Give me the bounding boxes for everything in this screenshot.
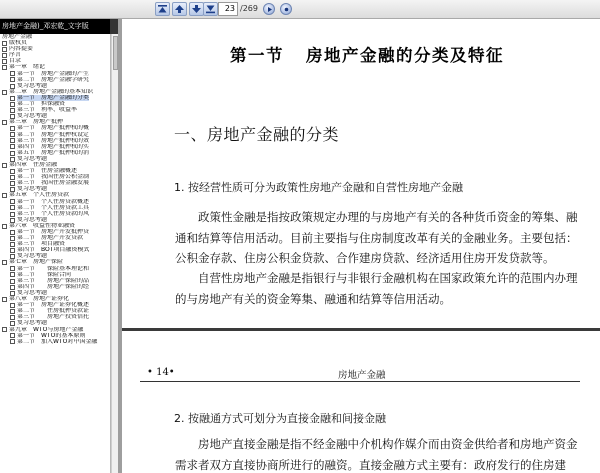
toc-item-label: 第一节 房地产开发抵押贷	[17, 229, 90, 235]
bookmark-page-icon	[10, 102, 15, 107]
bookmark-page-icon	[10, 181, 15, 186]
arrow-up-icon	[174, 4, 185, 14]
bookmark-page-icon	[10, 175, 15, 180]
toc-item-label: 第三节 项目融资	[17, 241, 66, 248]
toc-item-label: 第三节 房地产投资信托	[17, 314, 90, 321]
bookmark-tree	[0, 34, 111, 473]
toc-item-label: 第七章 房地产保险	[9, 259, 64, 266]
toc-item-label: 第一节 房地产证券化概述	[17, 302, 90, 309]
toc-item-label: 第六章 收益性物业融资	[9, 222, 76, 229]
toc-item-label: 第三节 利率、收益率	[17, 107, 78, 114]
bookmark-page-icon	[10, 84, 15, 89]
toc-item[interactable]	[0, 339, 110, 345]
bookmark-page-icon	[10, 309, 15, 314]
play-icon	[266, 6, 273, 13]
paragraph: 自营性房地产金融是指银行与非银行金融机构在国家政策允许的范围内办理的与房地产有关的资金筹集、融通和结算等信用活动。	[175, 271, 578, 306]
last-page-icon	[205, 4, 216, 14]
bookmark-page-icon	[10, 114, 15, 119]
bookmark-page-icon	[10, 151, 15, 156]
toc-item-label: 第五章 个人住房贷款	[9, 192, 70, 199]
bookmark-page-icon	[10, 157, 15, 162]
bookmark-page-icon	[10, 205, 15, 210]
page-total-label: /269	[240, 4, 258, 13]
toc-item-label: 第四节 BOT项目融资模式	[17, 247, 90, 254]
toc-item-label: 第一节 WTO的基本原则	[17, 332, 86, 339]
bookmark-page-icon	[10, 291, 15, 296]
section-number: 第一节	[230, 46, 284, 65]
toc-item-label: 复习思考题	[17, 186, 48, 193]
heading-level-1: 一、房地产金融的分类	[174, 125, 340, 144]
bookmark-page-icon	[10, 77, 15, 82]
toc-item-label: 复习思考题	[17, 113, 48, 120]
first-page-button[interactable]	[155, 2, 170, 16]
toc-item-label: 第三章 房地产抵押	[9, 119, 64, 126]
toc-item-label: 第三节 房地产保险的品	[17, 277, 90, 284]
toc-item-label: 第二节 房地产开发贷款	[17, 235, 84, 242]
toc-item-label: 序言	[9, 52, 22, 59]
bookmark-page-icon	[2, 260, 7, 265]
toc-item-label: 复习思考题	[17, 320, 48, 327]
toc-item-label: 第四章 住房金融	[9, 161, 58, 168]
toc-item-label: 第一节 房地产金融的分类	[17, 94, 90, 101]
bookmark-page-icon	[10, 242, 15, 247]
toc-item-label: 第一节 房地产金融的产生	[17, 70, 90, 77]
bookmark-page-icon	[2, 193, 7, 198]
bookmark-page-icon	[10, 212, 15, 217]
toc-item-label: 第二节 担保融资	[17, 101, 66, 108]
bookmark-page-icon	[10, 126, 15, 131]
toc-item-label: 第二节 房地产抵押权设定	[17, 131, 90, 138]
paragraph: 房地产直接金融是指不经金融中介机构作媒介而由资金供给者和房地产资金需求者双方直接协商所进行的融资。直接金融方式主要有：政府发行的住房建	[175, 437, 578, 472]
bookmark-page-icon	[2, 47, 7, 52]
page-number-input[interactable]: 23	[218, 2, 238, 16]
bookmark-page-icon	[2, 163, 7, 168]
heading-level-2: 2. 按融通方式可划分为直接金融和间接金融	[174, 412, 386, 425]
heading-level-2: 1. 按经营性质可分为政策性房地产金融和自营性房地产金融	[174, 181, 463, 194]
toc-item-label: 目录	[9, 58, 22, 65]
toc-item-label: 内容提要	[9, 46, 34, 53]
bookmark-page-icon	[10, 321, 15, 326]
bookmark-page-icon	[10, 266, 15, 271]
bookmark-page-icon	[10, 218, 15, 223]
bookmark-page-icon	[10, 333, 15, 338]
toc-item-label: 第二节 加入WTO对中国金融	[17, 338, 98, 345]
toc-item-label: 房地产金融	[2, 34, 33, 40]
toc-item-label: 第二节 房地产金融学研究	[17, 76, 90, 83]
bookmark-page-icon	[2, 41, 7, 46]
last-page-button[interactable]	[203, 2, 218, 16]
zoom-button[interactable]	[280, 3, 292, 15]
header-rule	[140, 381, 580, 382]
toc-item-label: 第三节 个人住房贷款的风	[17, 210, 90, 217]
bookmark-page-icon	[10, 248, 15, 253]
toc-item-label: 第一节 保险基本理论和	[17, 265, 90, 272]
bookmark-page-icon	[2, 297, 7, 302]
previous-page-button[interactable]	[172, 2, 187, 16]
dot-icon	[283, 6, 290, 13]
bookmark-page-icon	[2, 59, 7, 64]
bookmark-page-icon	[10, 285, 15, 290]
toc-item-label: 复习思考题	[17, 155, 48, 162]
toc-item-label: 第四节 房地产抵押权的实	[17, 143, 90, 150]
toc-item-label: 第九章 WTO与房地产金融	[9, 326, 84, 333]
bookmark-page-icon	[10, 138, 15, 143]
toc-item-label: 第八章 房地产证券化	[9, 296, 70, 303]
running-head: 房地产金融	[338, 370, 386, 381]
bookmark-page-icon	[2, 327, 7, 332]
bookmark-page-icon	[2, 224, 7, 229]
bookmark-page-icon	[10, 279, 15, 284]
bookmark-page-icon	[10, 108, 15, 113]
bookmark-page-icon	[10, 169, 15, 174]
panel-close-icon[interactable]	[110, 19, 118, 34]
toc-item-label: 第一节 个人住房贷款概述	[17, 198, 90, 205]
bookmark-page-icon	[2, 65, 7, 70]
toc-item-label: 复习思考题	[17, 253, 48, 260]
bookmark-page-icon	[10, 132, 15, 137]
bookmark-page-icon	[2, 53, 7, 58]
viewer-toolbar	[0, 0, 600, 19]
first-page-icon	[157, 4, 168, 14]
bookmark-page-icon	[2, 120, 7, 125]
bookmark-page-icon	[10, 272, 15, 277]
bookmark-panel-tab[interactable]	[0, 19, 118, 34]
toc-item-label: 第一节 住房金融概述	[17, 168, 78, 175]
bookmark-page-icon	[10, 144, 15, 149]
bookmark-page-icon	[10, 96, 15, 101]
bookmark-page-icon	[10, 230, 15, 235]
bookmark-page-icon	[10, 71, 15, 76]
toc-item-label: 第二节 保险合同	[17, 271, 72, 278]
bookmark-page-icon	[10, 315, 15, 320]
bookmark-page-icon	[10, 303, 15, 308]
toc-item-label: 第二节 住房抵押贷款证	[17, 308, 90, 315]
next-page-button[interactable]	[189, 2, 204, 16]
page-break	[122, 328, 600, 331]
toc-item-label: 第五节 房地产抵押权的消	[17, 149, 90, 156]
toc-item-label: 第三节 我国住房金融发展	[17, 180, 90, 187]
toc-item-label: 第一章 绪论	[9, 64, 46, 71]
bookmark-page-icon	[10, 236, 15, 241]
bookmark-page-icon	[10, 187, 15, 192]
toc-item-label: 第二节 我国住房公积金制	[17, 174, 90, 181]
document-page	[122, 19, 600, 473]
toc-item-label: 复习思考题	[17, 82, 48, 89]
bookmark-page-icon	[2, 90, 7, 95]
toc-item-label: 第四节 房地产保险的经	[17, 283, 90, 290]
bookmark-panel-title: 房地产金融)_邓宏乾_文字版	[2, 22, 89, 30]
toc-item-label: 版权页	[9, 40, 28, 47]
toc-item-label: 复习思考题	[17, 289, 48, 296]
go-to-page-button[interactable]	[263, 3, 275, 15]
arrow-down-icon	[191, 4, 202, 14]
section-title: 房地产金融的分类及特征	[306, 46, 504, 65]
toc-item-label: 复习思考题	[17, 216, 48, 223]
bookmark-page-icon	[10, 254, 15, 259]
paragraph: 政策性金融是指按政策规定办理的与房地产有关的各种货币资金的筹集、融通和结算等信用活动。目前主要指与住房制度改革有关的金融业务。主要包括：公积金存款、住房公积金贷款、合作建房贷款、经济适用住房开发贷款等。	[175, 210, 578, 265]
toc-item-label: 第一节 房地产抵押权的概	[17, 125, 90, 132]
bookmark-page-icon	[10, 199, 15, 204]
toc-item-label: 第二节 个人住房贷款工具	[17, 204, 90, 211]
toc-item-label: 第三节 房地产抵押权的效	[17, 137, 90, 144]
toc-item-label: 第二章 房地产金融的基本知识	[9, 88, 94, 95]
bookmark-scrollbar[interactable]	[111, 34, 118, 473]
page-number: • 14•	[147, 367, 175, 378]
section-heading	[230, 42, 504, 66]
bookmark-page-icon	[10, 339, 15, 344]
